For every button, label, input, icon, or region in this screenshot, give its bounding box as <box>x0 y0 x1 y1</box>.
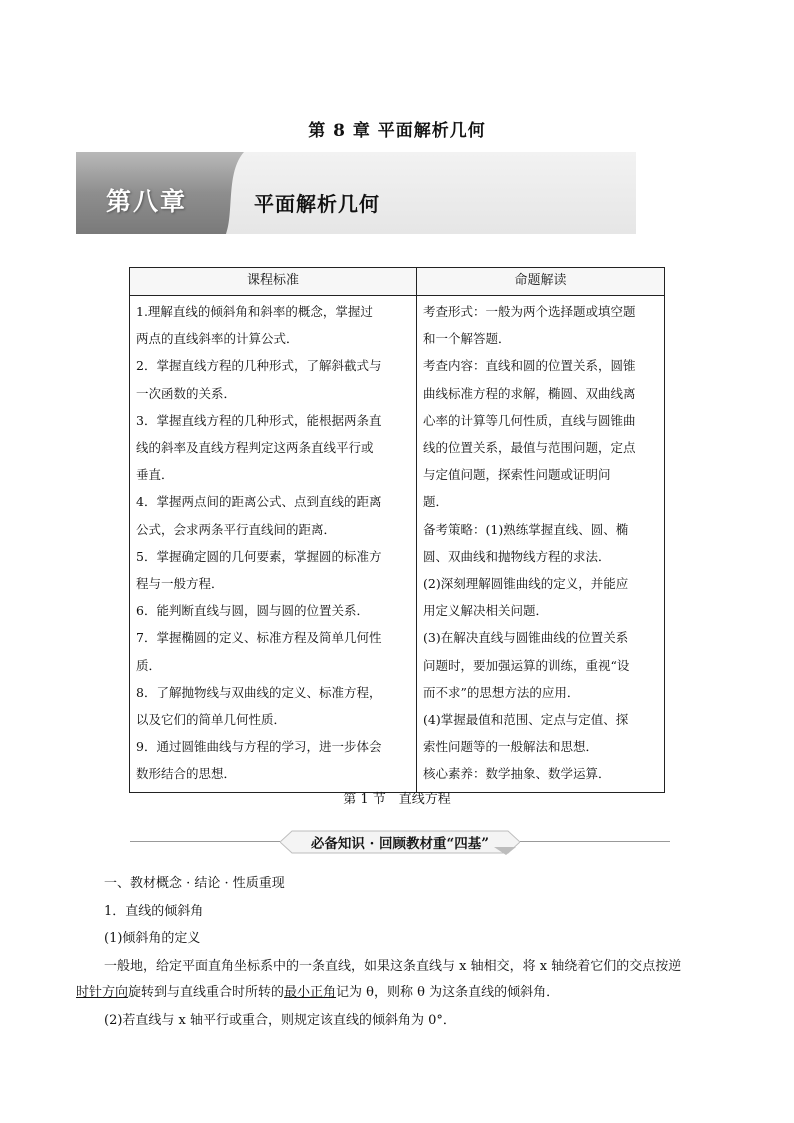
table-header-interpretation: 命题解读 <box>417 268 665 296</box>
interpretation-cell <box>417 296 665 793</box>
divider-line-right <box>520 841 670 842</box>
interpretation-line: 圆、双曲线和抛物线方程的求法． <box>423 548 611 564</box>
banner-chapter-number: 第八章 <box>106 187 188 216</box>
paragraph-1-line-2 <box>76 983 726 1003</box>
paragraph-1-line-1: 一般地，给定平面直角坐标系中的一条直线，如果这条直线与 x 轴相交，将 x 轴绕着它们的交点按逆 <box>104 959 682 974</box>
standards-line: 线的斜率及直线方程判定这两条直线平行或 <box>136 440 374 456</box>
standards-line: 质． <box>136 657 162 673</box>
standards-line: 公式，会求两条平行直线间的距离． <box>136 521 337 537</box>
standards-line: 两点的直线斜率的计算公式． <box>136 331 299 347</box>
interpretation-line: 曲线标准方程的求解，椭圆、双曲线离 <box>423 385 636 401</box>
interpretation-line: 而不求”的思想方法的应用． <box>423 684 580 700</box>
content-heading-2: 1．直线的倾斜角 <box>104 904 204 919</box>
interpretation-line: 线的位置关系，最值与范围问题，定点 <box>423 440 636 456</box>
knowledge-divider <box>130 829 670 855</box>
standards-cell <box>130 296 417 793</box>
interpretation-line: 核心素养：数学抽象、数学运算． <box>423 766 611 782</box>
interpretation-line: 和一个解答题． <box>423 331 511 347</box>
standards-line: 4．掌握两点间的距离公式、点到直线的距离 <box>136 494 382 510</box>
table-row <box>130 296 665 793</box>
table-header-row <box>130 268 665 296</box>
divider-label-wrap <box>280 829 520 855</box>
page-title: 第 8 章 平面解析几何 <box>308 121 486 141</box>
standards-line: 2．掌握直线方程的几种形式，了解斜截式与 <box>136 358 382 374</box>
divider-line-left <box>130 841 280 842</box>
paragraph-2: (2)若直线与 x 轴平行或重合，则规定该直线的倾斜角为 0°． <box>104 1013 456 1028</box>
underlined-term-clockwise: 时针方向 <box>76 985 129 1000</box>
section-title: 第 1 节 直线方程 <box>343 792 451 807</box>
interpretation-line: 考查形式：一般为两个选择题或填空题 <box>423 304 636 319</box>
standards-line: 7．掌握椭圆的定义、标准方程及简单几何性 <box>136 630 382 646</box>
standards-line: 6．能判断直线与圆，圆与圆的位置关系． <box>136 603 369 619</box>
interpretation-line: 考查内容：直线和圆的位置关系，圆锥 <box>423 358 636 374</box>
chapter-banner <box>76 152 636 234</box>
interpretation-line: 与定值问题，探索性问题或证明问 <box>423 467 611 483</box>
standards-line: 9．通过圆锥曲线与方程的学习，进一步体会 <box>136 739 382 755</box>
interpretation-line: 备考策略：(1)熟练掌握直线、圆、椭 <box>423 521 629 537</box>
divider-label: 必备知识 · 回顾教材重“四基” <box>310 836 490 852</box>
standards-line: 3．掌握直线方程的几种形式，能根据两条直 <box>136 412 382 428</box>
banner-chapter-title: 平面解析几何 <box>254 192 380 216</box>
interpretation-line: 索性问题等的一般解法和思想． <box>423 739 599 755</box>
interpretation-line: (3)在解决直线与圆锥曲线的位置关系 <box>423 630 629 646</box>
interpretation-line: 用定义解决相关问题． <box>423 603 549 619</box>
paragraph-text: 旋转到与直线重合时所转的 <box>128 985 285 1000</box>
interpretation-line: 问题时，要加强运算的训练，重视“设 <box>423 657 630 673</box>
table-header-standards: 课程标准 <box>130 268 417 296</box>
underlined-term-min-angle: 最小正角 <box>284 985 337 1000</box>
interpretation-line: 题． <box>423 494 449 510</box>
standards-line: 5．掌握确定圆的几何要素，掌握圆的标准方 <box>136 548 382 564</box>
interpretation-line: (2)深刻理解圆锥曲线的定义，并能应 <box>423 576 629 592</box>
interpretation-line: (4)掌握最值和范围、定点与定值、探 <box>423 712 629 728</box>
paragraph-text: 记为 θ，则称 θ 为这条直线的倾斜角． <box>336 985 560 1000</box>
curriculum-table <box>129 267 665 793</box>
standards-line: 8．了解抛物线与双曲线的定义、标准方程， <box>136 684 382 700</box>
standards-line: 以及它们的简单几何性质． <box>136 712 287 728</box>
standards-line: 垂直． <box>136 467 174 483</box>
content-heading-3: (1)倾斜角的定义 <box>104 931 201 946</box>
content-heading-1: 一、教材概念 · 结论 · 性质重现 <box>104 876 285 891</box>
interpretation-line: 心率的计算等几何性质，直线与圆锥曲 <box>423 412 636 428</box>
standards-line: 一次函数的关系． <box>136 385 237 401</box>
standards-line: 1.理解直线的倾斜角和斜率的概念，掌握过 <box>136 304 373 319</box>
standards-line: 数形结合的思想． <box>136 766 237 782</box>
standards-line: 程与一般方程． <box>136 576 224 592</box>
